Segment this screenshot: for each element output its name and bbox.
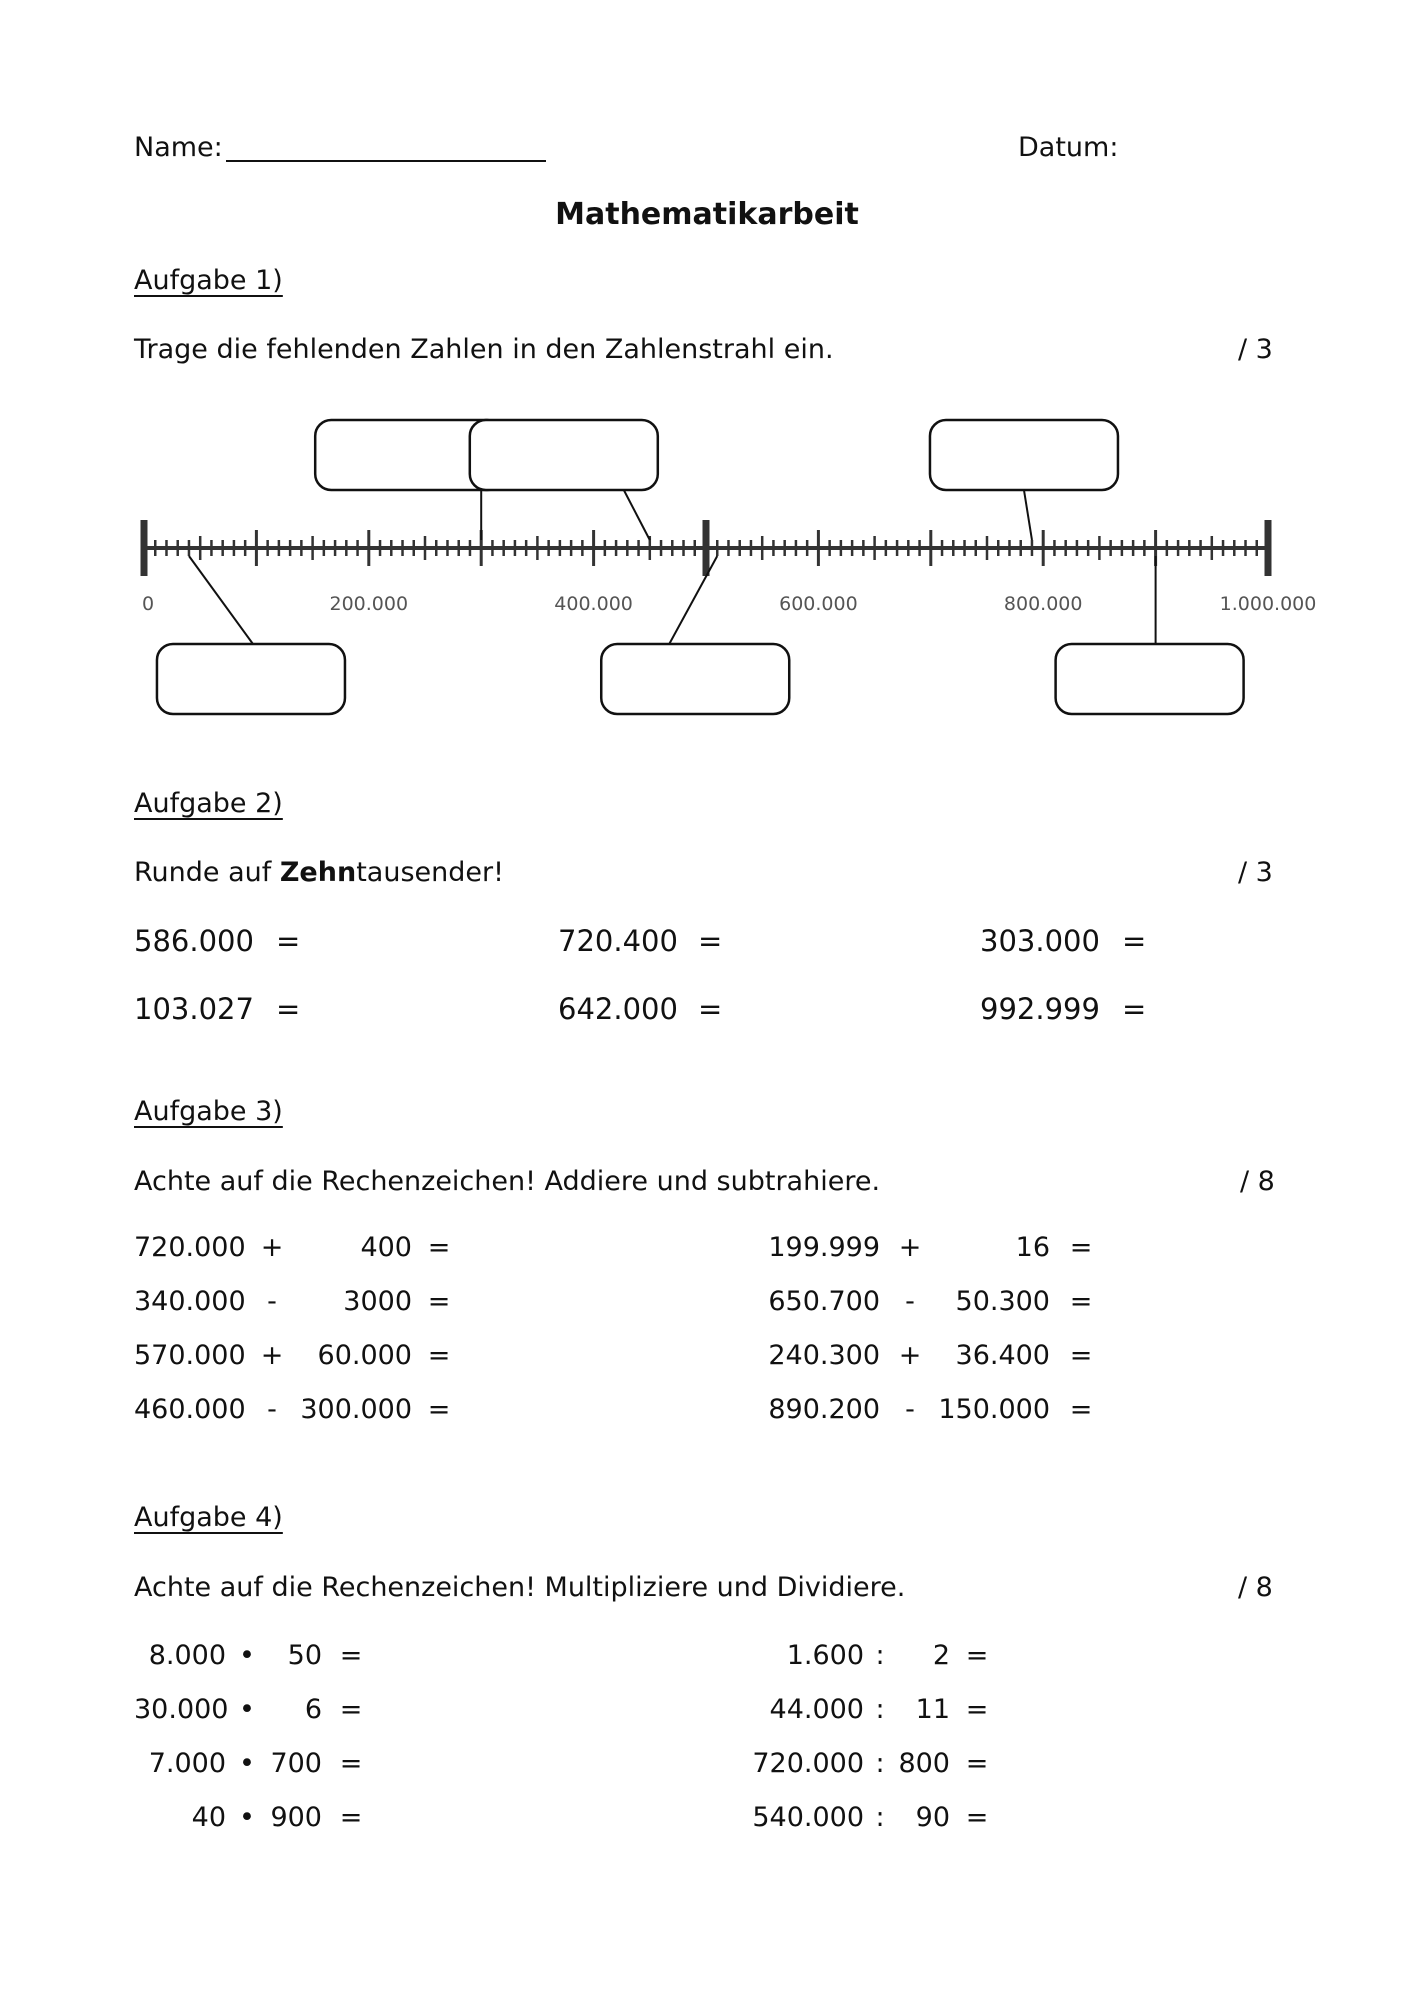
task4-operator: : [875,1640,885,1671]
task3-operator: + [898,1340,922,1371]
task3-operand-b: 3000 [343,1286,412,1317]
task4-operator: • [239,1802,255,1833]
equals-sign: = [965,1748,989,1779]
equals-sign: = [1069,1394,1093,1425]
task4-operator: • [239,1640,255,1671]
task3-operand-b: 50.300 [955,1286,1050,1317]
number-line-tick-label: 600.000 [779,593,858,615]
equals-sign: = [276,992,301,1026]
task4-operator: : [875,1802,885,1833]
task4-operand-a: 40 [191,1802,226,1833]
task4-operand-b: 800 [898,1748,950,1779]
task3-operand-a: 199.999 [768,1232,880,1263]
task1-points: / 3 [1238,334,1273,365]
pointer-line [624,490,650,540]
task4-operator: • [239,1694,255,1725]
task4-operand-b: 11 [915,1694,950,1725]
name-input-line[interactable] [226,160,546,162]
equals-sign: = [1122,924,1147,958]
equals-sign: = [698,924,723,958]
task3-operand-a: 890.200 [768,1394,880,1425]
task3-operator: + [260,1340,284,1371]
task3-operand-b: 300.000 [300,1394,412,1425]
task4-operator: : [875,1694,885,1725]
equals-sign: = [427,1232,451,1263]
number-line-tick-labels [142,593,1316,615]
task4-points: / 8 [1238,1572,1273,1603]
number-line-tick-label: 400.000 [554,593,633,615]
task2-heading: Aufgabe 2) [134,788,283,819]
equals-sign: = [698,992,723,1026]
task3-operand-a: 570.000 [134,1340,246,1371]
task4-operand-b: 700 [270,1748,322,1779]
answer-box[interactable] [1056,644,1244,714]
answer-box[interactable] [157,644,345,714]
task4-operand-a: 30.000 [134,1694,229,1725]
number-line [130,400,1340,740]
task4-operand-a: 540.000 [752,1802,864,1833]
equals-sign: = [427,1340,451,1371]
task4-operator: • [239,1748,255,1779]
task4-operand-a: 8.000 [148,1640,226,1671]
equals-sign: = [1069,1232,1093,1263]
task4-heading: Aufgabe 4) [134,1502,283,1533]
number-line-tick-label: 0 [142,593,155,615]
pointer-line [189,556,253,644]
task3-operand-b: 150.000 [938,1394,1050,1425]
task3-operand-b: 400 [360,1232,412,1263]
task4-operand-a: 1.600 [786,1640,864,1671]
task3-operator: - [267,1286,277,1317]
task4-operand-b: 2 [932,1640,950,1671]
equals-sign: = [427,1286,451,1317]
equals-sign: = [965,1694,989,1725]
number-line-tick-label: 200.000 [329,593,409,615]
task4-operand-b: 90 [915,1802,950,1833]
round-item: 642.000 [558,992,678,1026]
task4-operand-b: 50 [287,1640,322,1671]
task2-points: / 3 [1238,857,1273,888]
task3-operand-a: 460.000 [134,1394,246,1425]
equals-sign: = [339,1802,363,1833]
task3-operand-b: 60.000 [317,1340,412,1371]
equals-sign: = [339,1748,363,1779]
task3-operand-a: 650.700 [768,1286,880,1317]
task3-heading: Aufgabe 3) [134,1096,283,1127]
round-item: 103.027 [134,992,254,1026]
equals-sign: = [427,1394,451,1425]
task4-operand-a: 720.000 [752,1748,864,1779]
task3-points: / 8 [1240,1166,1275,1197]
task3-operator: + [898,1232,922,1263]
task3-operand-a: 720.000 [134,1232,246,1263]
name-label: Name: [134,132,223,163]
task3-operator: - [267,1394,277,1425]
pointer-line [669,556,717,644]
round-item: 720.400 [558,924,678,958]
task3-operator: - [905,1394,915,1425]
number-line-tick-label: 800.000 [1003,593,1083,615]
number-line-answer-boxes [157,420,1244,714]
equals-sign: = [1122,992,1147,1026]
equals-sign: = [339,1640,363,1671]
task3-instruction: Achte auf die Rechenzeichen! Addiere und subtrahiere. [134,1166,881,1197]
task1-heading: Aufgabe 1) [134,265,283,296]
task3-operand-a: 240.300 [768,1340,880,1371]
round-item: 586.000 [134,924,254,958]
task3-operand-a: 340.000 [134,1286,246,1317]
task4-operator: : [875,1748,885,1779]
answer-box[interactable] [601,644,789,714]
task1-instruction: Trage die fehlenden Zahlen in den Zahlenstrahl ein. [134,334,834,365]
task4-operand-a: 7.000 [148,1748,226,1779]
task3-operator: + [260,1232,284,1263]
task3-operator: - [905,1286,915,1317]
task4-operand-a: 44.000 [769,1694,864,1725]
task3-operand-b: 36.400 [955,1340,1050,1371]
date-label: Datum: [1018,132,1119,163]
answer-box[interactable] [470,420,658,490]
task4-operand-b: 900 [270,1802,322,1833]
task3-operand-b: 16 [1015,1232,1050,1263]
equals-sign: = [1069,1286,1093,1317]
task2-instruction: Runde auf Zehntausender! [134,857,504,888]
equals-sign: = [965,1640,989,1671]
pointer-line [1024,490,1032,540]
answer-box[interactable] [930,420,1118,490]
number-line-tick-label: 1.000.000 [1219,593,1317,615]
round-item: 303.000 [980,924,1100,958]
page-title: Mathematikarbeit [555,197,859,232]
equals-sign: = [339,1694,363,1725]
equals-sign: = [965,1802,989,1833]
equals-sign: = [276,924,301,958]
task4-operand-b: 6 [304,1694,322,1725]
round-item: 992.999 [980,992,1100,1026]
task4-instruction: Achte auf die Rechenzeichen! Multipliziere und Dividiere. [134,1572,906,1603]
equals-sign: = [1069,1340,1093,1371]
number-line-ticks [144,520,1268,576]
